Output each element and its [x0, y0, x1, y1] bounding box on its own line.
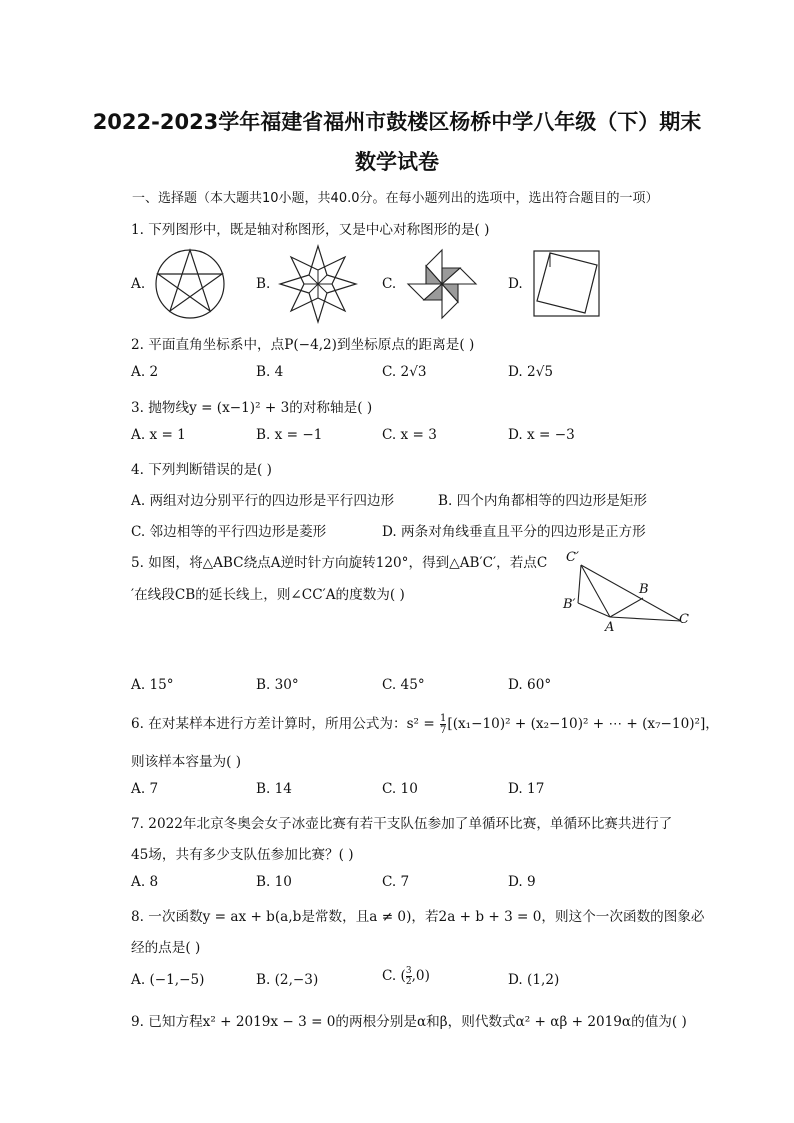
q5-option-c: C. 45° — [382, 677, 425, 693]
q5-option-b: B. 30° — [256, 677, 299, 693]
label-b-prime: B′ — [563, 597, 576, 612]
q3-option-b: B. x = −1 — [256, 427, 323, 443]
q8-option-a: A. (−1,−5) — [131, 972, 205, 988]
q5-stem-line2: ′在线段CB的延长线上，则∠CC′A的度数为( ) — [131, 587, 405, 603]
q2-option-c: C. 2√3 — [382, 364, 427, 380]
q1-option-a: A. — [131, 276, 146, 292]
pinwheel-figure — [404, 246, 480, 322]
q8-frac-num: 3 — [405, 966, 412, 976]
q9-stem: 9. 已知方程x² + 2019x − 3 = 0的两根分别是α和β，则代数式α² + αβ + 2019α的值为( ) — [131, 1014, 687, 1030]
q5-option-a: A. 15° — [131, 677, 174, 693]
q1-option-c: C. — [382, 276, 397, 292]
q2-option-a: A. 2 — [131, 364, 159, 380]
q2-option-d: D. 2√5 — [508, 364, 554, 380]
q5-option-d: D. 60° — [508, 677, 552, 693]
q2-option-b: B. 4 — [256, 364, 284, 380]
q4-stem: 4. 下列判断错误的是( ) — [131, 462, 272, 478]
q2-stem: 2. 平面直角坐标系中，点P(−4,2)到坐标原点的距离是( ) — [131, 337, 475, 353]
q6-frac-num: 1 — [440, 713, 447, 724]
q7-stem-line1: 7. 2022年北京冬奥会女子冰壶比赛有若干支队伍参加了单循环比赛，单循环比赛共进行了 — [131, 816, 673, 832]
q6-stem-line2: 则该样本容量为( ) — [131, 754, 242, 770]
label-c-prime: C′ — [566, 550, 579, 565]
square-in-square-figure — [532, 249, 602, 319]
eight-point-star-figure — [278, 244, 358, 324]
q4-option-d: D. 两条对角线垂直且平分的四边形是正方形 — [382, 524, 646, 540]
q7-option-b: B. 10 — [256, 874, 292, 890]
q7-option-c: C. 7 — [382, 874, 410, 890]
q6-stem-line1 — [131, 712, 719, 736]
paper-title-line1: 2022-2023学年福建省福州市鼓楼区杨桥中学八年级（下）期末 — [92, 110, 702, 134]
q6-option-a: A. 7 — [131, 781, 159, 797]
q7-option-d: D. 9 — [508, 874, 536, 890]
q8-option-d: D. (1,2) — [508, 972, 560, 988]
q3-stem: 3. 抛物线y = (x−1)² + 3的对称轴是( ) — [131, 400, 373, 416]
q6-option-d: D. 17 — [508, 781, 545, 797]
pentagram-circle-figure — [153, 248, 229, 320]
q5-stem-line1: 5. 如图，将△ABC绕点A逆时针方向旋转120°，得到△AB′C′，若点C — [131, 555, 548, 571]
q8-option-c-tail: ,0) — [411, 968, 430, 984]
q4-option-c: C. 邻边相等的平行四边形是菱形 — [131, 524, 327, 540]
q3-option-d: D. x = −3 — [508, 427, 575, 443]
label-a: A — [605, 620, 615, 635]
q8-frac-den: 2 — [405, 977, 412, 987]
q7-option-a: A. 8 — [131, 874, 159, 890]
q8-option-c — [382, 966, 430, 987]
q7-stem-line2: 45场，共有多少支队伍参加比赛？( ) — [131, 847, 354, 863]
label-b: B — [639, 582, 649, 597]
q8-stem-line2: 经的点是( ) — [131, 940, 201, 956]
q8-option-c-start: C. ( — [382, 968, 406, 984]
q1-option-d: D. — [508, 276, 523, 292]
q6-stem-start: 6. 在对某样本进行方差计算时，所用公式为：s² = — [131, 716, 440, 732]
q8-stem-line1: 8. 一次函数y = ax + b(a,b是常数，且a ≠ 0)，若2a + b + 3 = 0，则这个一次函数的图象必 — [131, 909, 705, 925]
paper-title-line2: 数学试卷 — [355, 150, 439, 174]
q6-stem-formula: [(x₁−10)² + (x₂−10)² + ⋯ + (x₇−10)²]， — [447, 716, 719, 732]
q3-option-c: C. x = 3 — [382, 427, 437, 443]
section-heading: 一、选择题（本大题共10小题，共40.0分。在每小题列出的选项中，选出符合题目的一项） — [132, 191, 659, 206]
q8-option-b: B. (2,−3) — [256, 972, 319, 988]
q1-option-b: B. — [256, 276, 271, 292]
q4-option-a: A. 两组对边分别平行的四边形是平行四边形 — [131, 493, 395, 509]
q6-fraction — [440, 713, 446, 736]
q6-frac-den: 7 — [440, 725, 447, 736]
q6-option-c: C. 10 — [382, 781, 418, 797]
q3-option-a: A. x = 1 — [131, 427, 186, 443]
q4-option-b: B. 四个内角都相等的四边形是矩形 — [438, 493, 647, 509]
label-c: C — [679, 612, 689, 627]
q1-stem: 1. 下列图形中，既是轴对称图形，又是中心对称图形的是( ) — [131, 222, 490, 238]
q6-option-b: B. 14 — [256, 781, 292, 797]
